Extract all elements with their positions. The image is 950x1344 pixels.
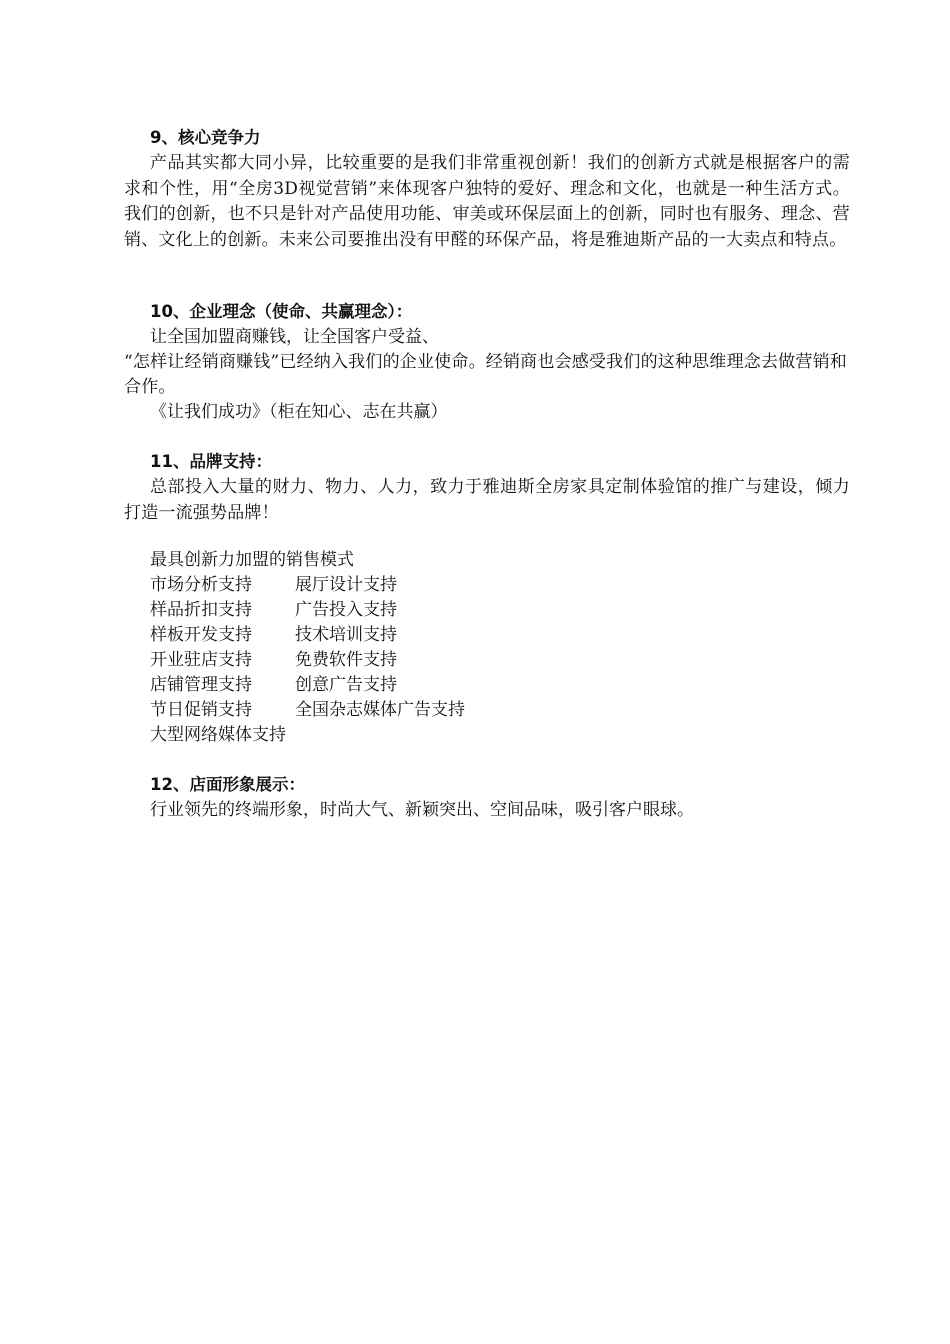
list-item [150,723,850,748]
section-brand-support [124,449,850,526]
section-heading: 11、品牌支持： [150,452,272,471]
support-item: 创意广告支持 [295,675,397,695]
support-item: 免费软件支持 [295,650,397,670]
support-item: 市场分析支持 [150,575,252,595]
support-list-title: 最具创新力加盟的销售模式 [150,550,354,570]
list-item [150,698,850,723]
support-item: 开业驻店支持 [150,650,252,670]
section-corporate-philosophy [124,299,850,425]
section-store-image [150,772,850,823]
section-core-competitiveness [124,125,850,253]
section-paragraph: 总部投入大量的财力、物力、人力，致力于雅迪斯全房家具定制体验馆的推广与建设，倾力打造一流强势品牌！ [124,477,850,523]
philosophy-paragraph: “怎样让经销商赚钱”已经纳入我们的企业使命。经销商也会感受我们的这种思维理念去做营销和合作。 [124,352,847,397]
support-item: 技术培训支持 [295,625,397,645]
list-item [150,648,850,673]
section-paragraph: 产品其实都大同小异，比较重要的是我们非常重视创新！我们的创新方式就是根据客户的需求和个性，用“全房3D视觉营销”来体现客户独特的爱好、理念和文化，也就是一种生活方式。我们的创新，也不只是针对产品使用功能、审美或环保层面上的创新，同时也有服务、理念、营销、文化上的创新。未来公司要推出没有甲醛的环保产品，将是雅迪斯产品的一大卖点和特点。 [124,153,850,250]
list-item [150,623,850,648]
section-heading: 12、店面形象展示： [150,775,305,794]
support-item: 大型网络媒体支持 [150,725,286,745]
support-item: 样品折扣支持 [150,600,252,620]
support-item: 店铺管理支持 [150,675,252,695]
list-item [150,573,850,598]
support-item: 节日促销支持 [150,700,252,720]
philosophy-line: 让全国加盟商赚钱，让全国客户受益、 [150,327,439,347]
support-item: 展厅设计支持 [295,575,397,595]
support-list [150,573,850,748]
list-item [150,673,850,698]
support-list-block [150,548,850,748]
section-heading: 10、企业理念（使命、共赢理念）： [150,302,413,321]
section-paragraph: 行业领先的终端形象，时尚大气、新颖突出、空间品味，吸引客户眼球。 [150,800,694,820]
philosophy-slogan: 《让我们成功》（柜在知心、志在共赢） [150,402,448,422]
support-item: 样板开发支持 [150,625,252,645]
support-item: 全国杂志媒体广告支持 [295,700,465,720]
support-item: 广告投入支持 [295,600,397,620]
section-heading: 9、核心竞争力 [150,128,261,147]
list-item [150,598,850,623]
